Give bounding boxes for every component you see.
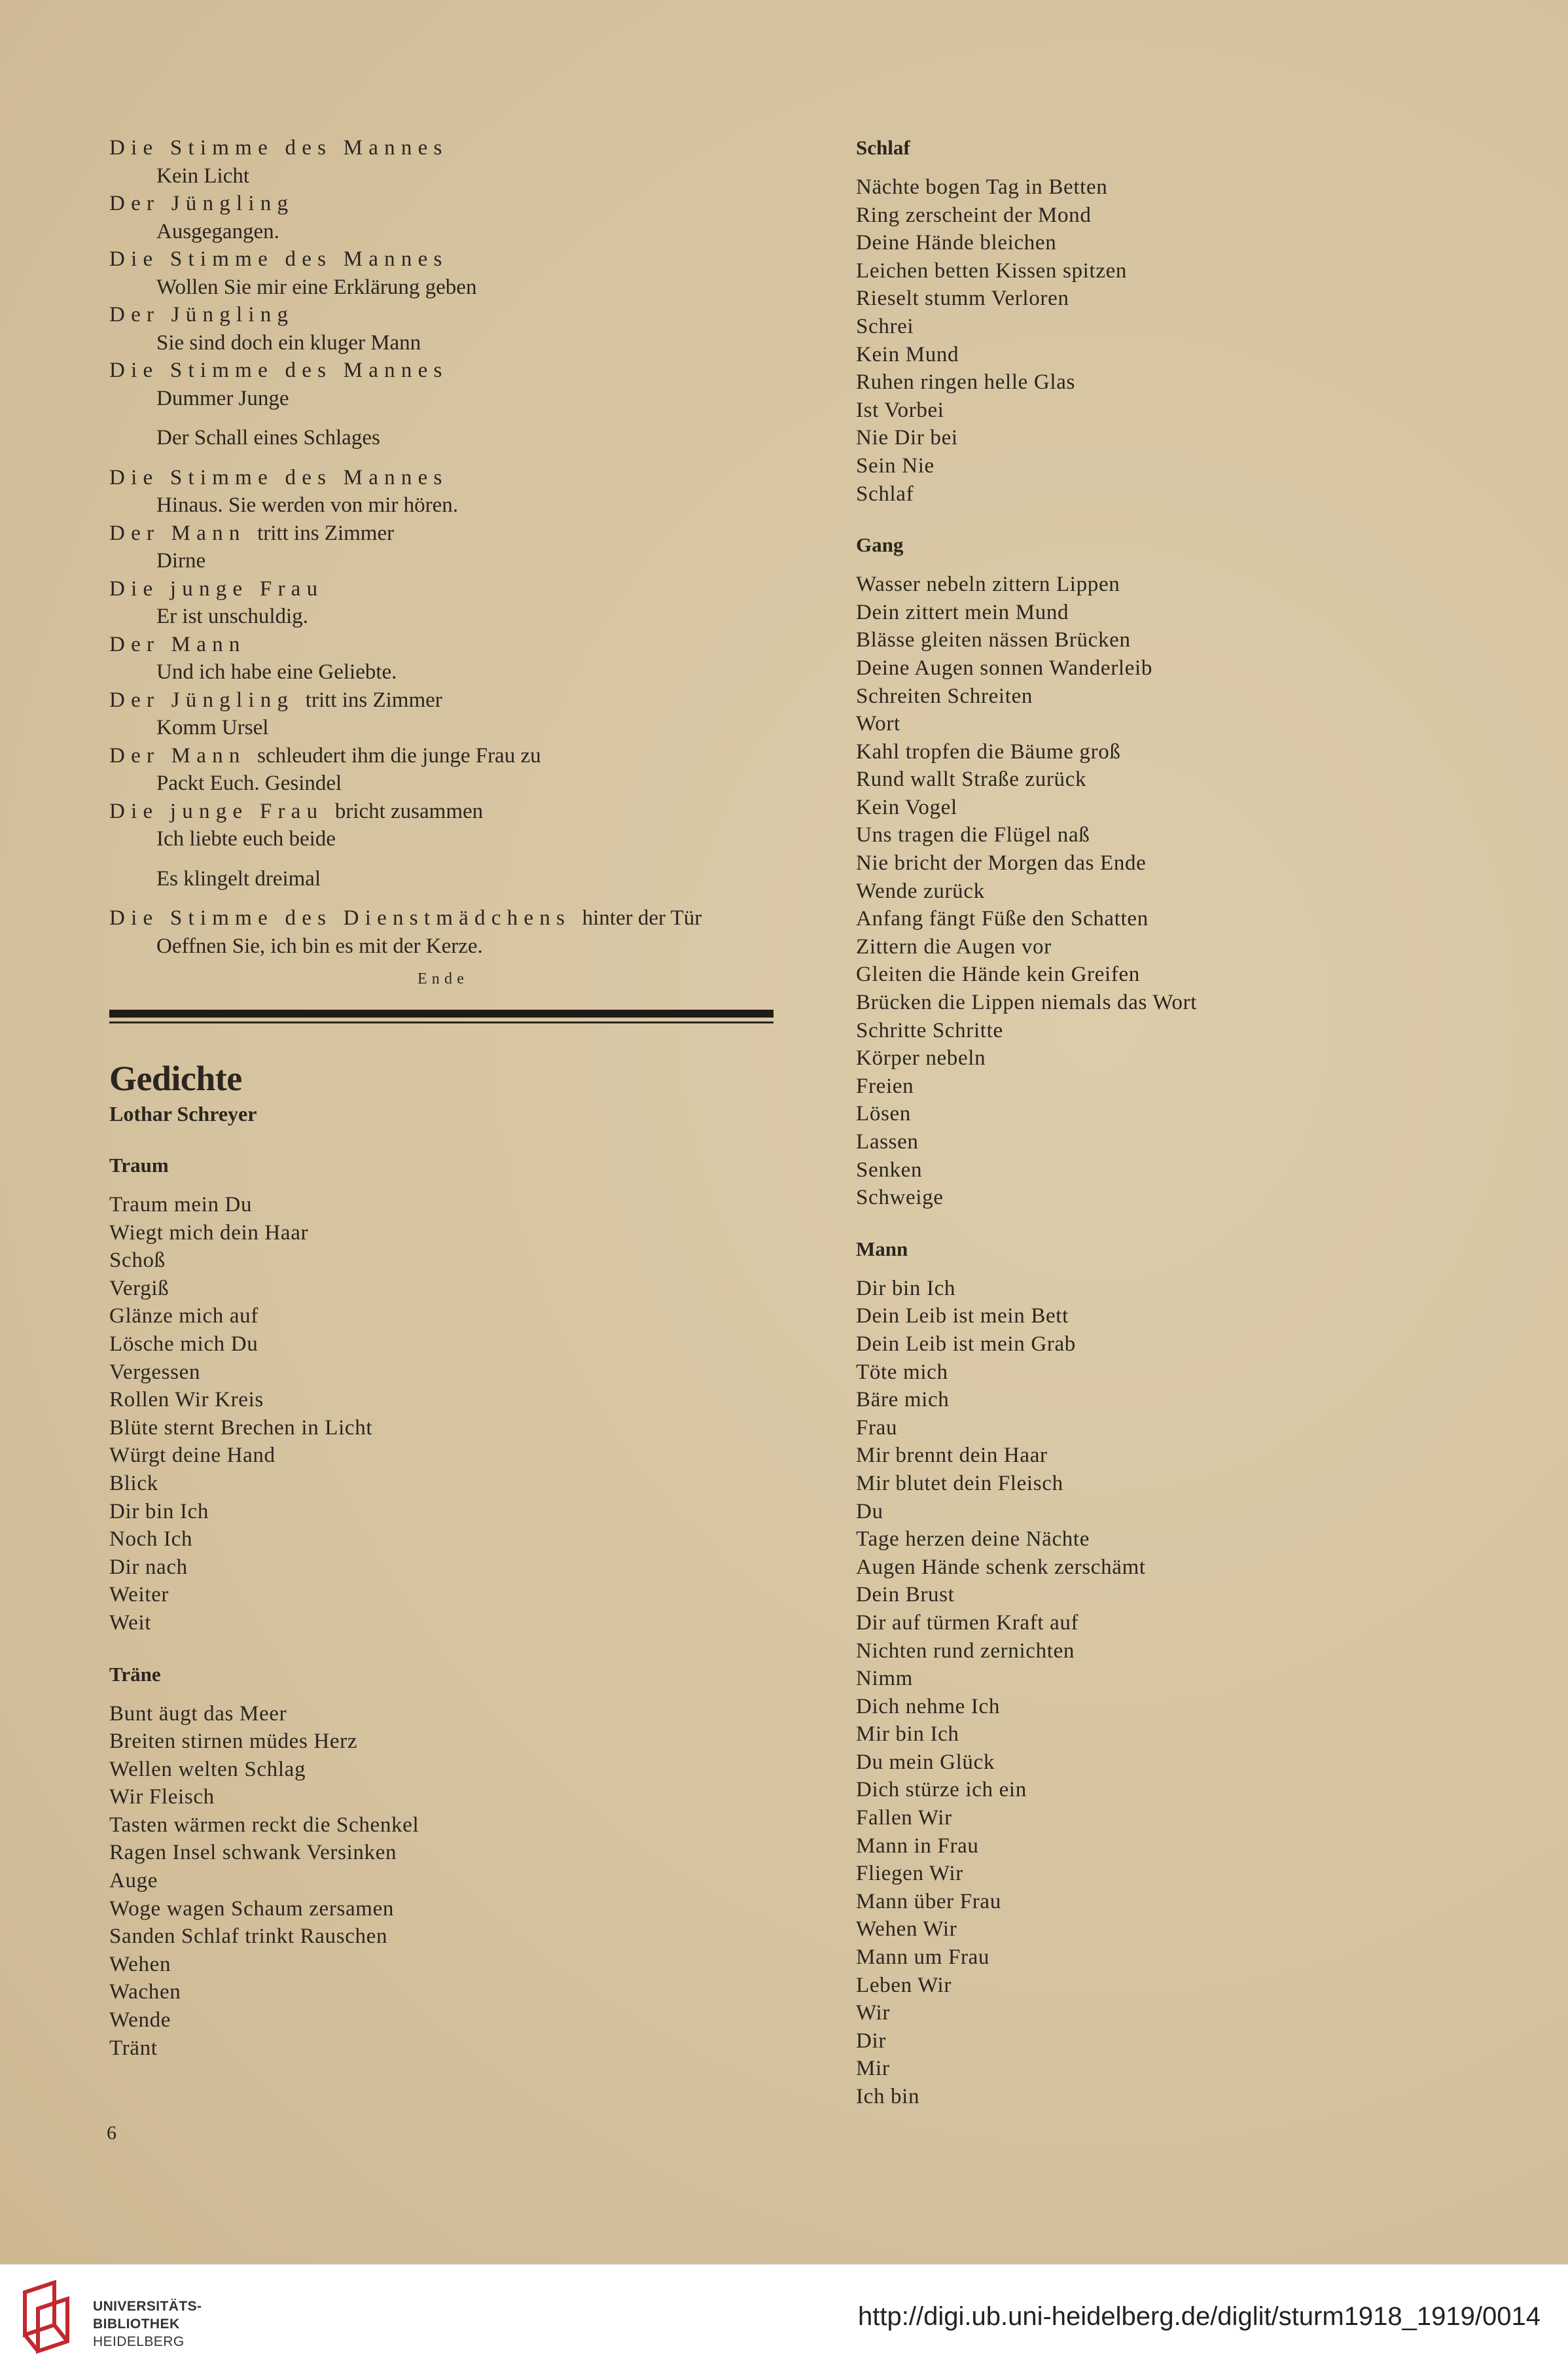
poem-line: Woge wagen Schaum zersamen [109,1896,395,1921]
speaker-name: Der Mann [109,743,246,768]
poem-line: Du mein Glück [856,1750,995,1774]
section-title: Gedichte [109,1059,242,1098]
dialogue-line: Und ich habe eine Geliebte. [156,660,397,684]
spacer [109,452,777,464]
poem-line: Leben Wir [856,1973,952,1997]
dialogue-line: Er ist unschuldig. [156,605,308,628]
poem-line: Würgt deine Hand [109,1444,276,1468]
poem-line: Wir Fleisch [109,1785,215,1809]
poem [856,531,1445,1212]
poem-line: Senken [856,1158,923,1182]
speaker-name: Die Stimme des Mannes [109,465,448,489]
poem-line: Tränt [109,2036,158,2060]
right-column [856,134,1445,2111]
poem-line: Nichten rund zernichten [856,1639,1075,1663]
speaker-name: Der Jüngling [109,192,294,215]
poem-line: Rieselt stumm Verloren [856,287,1069,311]
poem-line: Bunt äugt das Meer [109,1701,287,1726]
poem-line: Schweige [856,1186,944,1210]
poem-line: Wehen [109,1952,171,1976]
poem-line: Ruhen ringen helle Glas [856,370,1076,395]
poem-line: Wende [109,2008,171,2032]
poems-right [856,134,1445,2111]
poem-line: Leichen betten Kissen spitzen [856,258,1128,283]
poem-line: Lösche mich Du [109,1332,258,1356]
dialogue-line: Dummer Junge [156,386,289,410]
poem-line: Frau [856,1415,898,1440]
poem-line: Wachen [109,1980,181,2004]
poem-line: Ragen Insel schwank Versinken [109,1841,397,1865]
poems-left [109,1152,777,2062]
poem-title: Gang [856,533,904,557]
footer-bar [0,2264,1568,2378]
poem-line: Weiter [109,1583,169,1607]
poem-line: Töte mich [856,1360,948,1384]
poem-line: Vergessen [109,1360,201,1384]
poem-line: Dein zittert mein Mund [856,600,1069,624]
poem-line: Mir bin Ich [856,1722,959,1747]
poem-line: Rund wallt Straße zurück [856,768,1087,792]
dialogue-line: Dirne [156,549,206,573]
dialogue-line: Wollen Sie mir eine Erklärung geben [156,275,477,299]
stage-direction: tritt ins Zimmer [305,688,442,712]
stage-direction: hinter der Tür [582,906,702,930]
poem-line: Kahl tropfen die Bäume groß [856,739,1121,764]
poem-line: Sein Nie [856,453,935,478]
poem-line: Auge [109,1869,158,1893]
poem-line: Gleiten die Hände kein Greifen [856,963,1140,987]
poem-line: Körper nebeln [856,1046,986,1071]
speaker-line [109,190,777,218]
poem-line: Breiten stirnen müdes Herz [109,1730,358,1754]
poem-line: Blässe gleiten nässen Brücken [856,628,1131,652]
speaker-name: Die junge Frau [109,577,324,601]
dialogue-line: Oeffnen Sie, ich bin es mit der Kerze. [156,934,483,958]
poem-line: Zittern die Augen vor [856,934,1052,959]
poem-line: Brücken die Lippen niemals das Wort [856,991,1198,1015]
speaker-name: Die junge Frau [109,799,324,823]
ende-label: Ende [417,970,469,987]
poem-line: Dein Brust [856,1583,955,1607]
poem-line: Uns tragen die Flügel naß [856,823,1090,847]
poem-title: Schlaf [856,136,910,159]
poem-line: Augen Hände schenk zerschämt [856,1555,1146,1579]
poem-line: Nimm [856,1667,913,1691]
dialogue-line: Sie sind doch ein kluger Mann [156,330,421,355]
poem-line: Mir [856,2057,890,2081]
poem-line: Mann um Frau [856,1945,990,1970]
poem [109,1152,777,1637]
library-name-line: HEIDELBERG [93,2334,185,2349]
poem-line: Dir [856,2029,886,2053]
poem-line: Schritte Schritte [856,1018,1003,1042]
poem-line: Fliegen Wir [856,1862,963,1886]
poem [856,134,1445,508]
speaker-line [109,575,777,603]
poem-line: Lösen [856,1102,911,1126]
poem-line: Deine Augen sonnen Wanderleib [856,656,1153,680]
poem-line: Lassen [856,1130,919,1154]
section-divider-thick [109,1010,774,1018]
speaker-line [109,357,777,385]
speaker-name: Die Stimme des Mannes [109,247,448,271]
poem-line: Schreiten Schreiten [856,684,1033,708]
poem-line: Schoß [109,1249,166,1273]
poem-line: Weit [109,1610,152,1635]
speaker-line [109,134,777,162]
poem-line: Dein Leib ist mein Bett [856,1304,1069,1328]
poem-line: Mann über Frau [856,1889,1001,1913]
speaker-name: Die Stimme des Mannes [109,136,448,160]
poem-line: Sanden Schlaf trinkt Rauschen [109,1925,388,1949]
dialogue-line: Ausgegangen. [156,219,279,243]
poem-line: Schlaf [856,482,914,506]
dialogue-line: Der Schall eines Schlages [156,426,380,450]
dialogue-line: Komm Ursel [156,716,269,739]
speaker-line [109,464,777,492]
poem-line: Mir brennt dein Haar [856,1444,1048,1468]
section-divider-thin [109,1021,774,1023]
poem-line: Dich stürze ich ein [856,1778,1027,1802]
dialogue-line: Packt Euch. Gesindel [156,772,342,795]
poem-line: Mir blutet dein Fleisch [856,1471,1063,1495]
poem-line: Vergiß [109,1276,169,1300]
poem-line: Wasser nebeln zittern Lippen [856,573,1120,597]
poem-line: Dir nach [109,1555,188,1579]
dialogue-line: Kein Licht [156,164,250,188]
author-name: Lothar Schreyer [109,1102,257,1126]
poem-line: Tage herzen deine Nächte [856,1527,1090,1552]
speaker-name: Die Stimme des Mannes [109,359,448,382]
poem-line: Blick [109,1471,158,1495]
permalink-url[interactable]: http://digi.ub.uni-heidelberg.de/diglit/sturm1918_1919/0014 [858,2302,1541,2331]
speaker-line [109,686,777,715]
poem-line: Rollen Wir Kreis [109,1388,264,1412]
dialogue-line: Es klingelt dreimal [156,866,321,891]
poem-line: Anfang fängt Füße den Schatten [856,907,1149,931]
speaker-line [109,631,777,659]
speaker-name: Der Mann [109,632,246,656]
speaker-name: Die Stimme des Dienstmädchens [109,906,571,930]
poem-line: Nie Dir bei [856,426,958,450]
library-name-line: BIBLIOTHEK [93,2316,180,2332]
speaker-name: Der Jüngling [109,688,294,712]
speaker-line [109,904,777,932]
poem [856,1235,1445,2111]
poem-line: Kein Vogel [856,795,957,819]
library-name-line: UNIVERSITÄTS- [93,2299,202,2314]
poem-line: Noch Ich [109,1527,193,1552]
stage-direction: tritt ins Zimmer [257,521,395,545]
page-number: 6 [107,2122,116,2144]
poem-line: Fallen Wir [856,1806,952,1830]
drama-excerpt [109,134,777,960]
poem-line: Kein Mund [856,342,959,366]
poem-line: Nie bricht der Morgen das Ende [856,851,1147,876]
library-logo-icon [18,2279,77,2364]
speaker-line [109,245,777,274]
poem [109,1661,777,2063]
library-name [93,2298,202,2351]
poem-line: Ist Vorbei [856,398,944,422]
poem-line: Blüte sternt Brechen in Licht [109,1415,373,1440]
poem-line: Du [856,1499,883,1523]
poem-line: Ring zerscheint der Mond [856,203,1092,227]
spacer [109,412,777,424]
poem-line: Wende zurück [856,879,985,903]
speaker-name: Der Mann [109,521,246,545]
stage-direction: bricht zusammen [334,799,484,823]
poem-line: Wellen welten Schlag [109,1757,306,1781]
poem-line: Dich nehme Ich [856,1694,1000,1718]
poem-line: Mann in Frau [856,1834,979,1858]
speaker-line [109,798,777,826]
speaker-name: Der Jüngling [109,303,294,327]
poem-line: Bäre mich [856,1388,950,1412]
dialogue-line: Hinaus. Sie werden von mir hören. [156,493,458,517]
stage-direction: schleudert ihm die junge Frau zu [257,743,541,768]
poem-line: Wiegt mich dein Haar [109,1220,309,1245]
poem-line: Dir bin Ich [856,1276,956,1300]
poem-title: Mann [856,1237,908,1260]
poem-line: Schrei [856,314,914,338]
poem-line: Dir auf türmen Kraft auf [856,1610,1079,1635]
poem-line: Wehen Wir [856,1917,957,1942]
spacer [109,893,777,904]
speaker-line [109,301,777,329]
speaker-line [109,520,777,548]
poem-title: Träne [109,1662,161,1686]
poem-line: Wir [856,2001,890,2025]
poem-line: Freien [856,1074,914,1098]
left-column [109,134,777,2062]
poem-line: Dir bin Ich [109,1499,209,1523]
poem-title: Traum [109,1154,169,1177]
poem-line: Glänze mich auf [109,1304,258,1328]
speaker-line [109,742,777,770]
poem-line: Traum mein Du [109,1193,253,1216]
poem-line: Tasten wärmen reckt die Schenkel [109,1813,419,1837]
spacer [109,853,777,865]
poem-line: Wort [856,712,900,736]
poem-line: Dein Leib ist mein Grab [856,1332,1076,1356]
poem-line: Nächte bogen Tag in Betten [856,175,1108,199]
dialogue-line: Ich liebte euch beide [156,827,336,851]
poem-line: Deine Hände bleichen [856,231,1057,255]
poem-line: Ich bin [856,2085,920,2108]
